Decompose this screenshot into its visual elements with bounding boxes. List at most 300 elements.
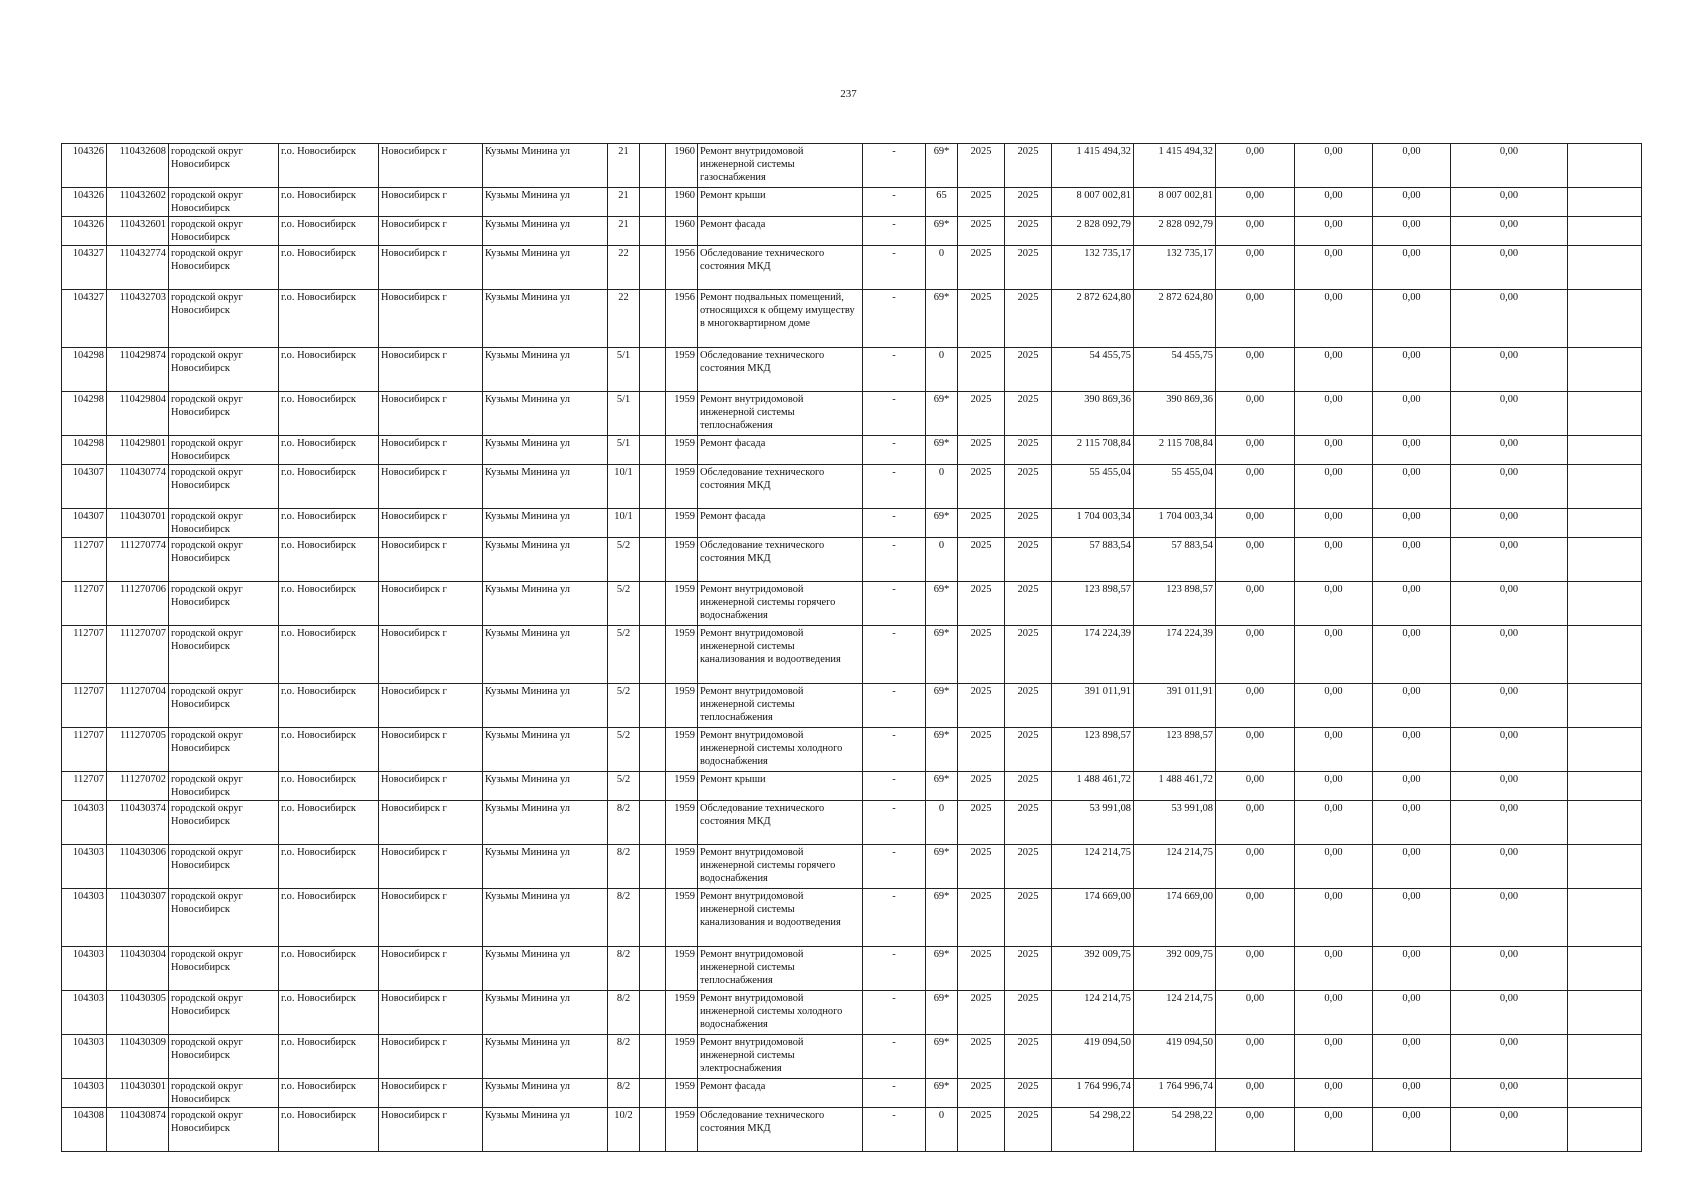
cell-cost-total: 57 883,54 bbox=[1052, 538, 1134, 582]
cell-district: городской округ Новосибирск bbox=[169, 246, 279, 290]
cell-work-code: 111270706 bbox=[107, 582, 169, 626]
cell-street: Кузьмы Минина ул bbox=[483, 144, 608, 188]
cell-empty bbox=[640, 246, 666, 290]
cell-empty bbox=[640, 947, 666, 991]
cell-build-year: 1959 bbox=[666, 1035, 698, 1079]
cell-cost-fund: 2 115 708,84 bbox=[1134, 436, 1216, 465]
cell-value-2: 0,00 bbox=[1295, 144, 1373, 188]
cell-municipality: г.о. Новосибирск bbox=[279, 1108, 379, 1152]
cell-work-code: 111270774 bbox=[107, 538, 169, 582]
cell-cost-total: 391 011,91 bbox=[1052, 684, 1134, 728]
cell-value-1: 0,00 bbox=[1216, 801, 1295, 845]
cell-locality: Новосибирск г bbox=[379, 991, 483, 1035]
cell-value-3: 0,00 bbox=[1373, 582, 1451, 626]
cell-house-number: 5/2 bbox=[608, 538, 640, 582]
cell-house-id: 104326 bbox=[62, 188, 107, 217]
cell-house-number: 8/2 bbox=[608, 1079, 640, 1108]
cell-norm: 0 bbox=[926, 246, 958, 290]
cell-value-1: 0,00 bbox=[1216, 626, 1295, 684]
cell-work-type: Ремонт внутридомовой инженерной системы газоснабжения bbox=[698, 144, 863, 188]
cell-cost-total: 124 214,75 bbox=[1052, 991, 1134, 1035]
cell-work-code: 110429801 bbox=[107, 436, 169, 465]
cell-value-1: 0,00 bbox=[1216, 188, 1295, 217]
cell-year-start: 2025 bbox=[958, 246, 1005, 290]
cell-norm: 69* bbox=[926, 392, 958, 436]
cell-value-4: 0,00 bbox=[1451, 348, 1568, 392]
cell-street: Кузьмы Минина ул bbox=[483, 772, 608, 801]
cell-blank bbox=[1568, 246, 1642, 290]
cell-value-3: 0,00 bbox=[1373, 684, 1451, 728]
cell-work-type: Ремонт внутридомовой инженерной системы холодного водоснабжения bbox=[698, 991, 863, 1035]
cell-cost-fund: 8 007 002,81 bbox=[1134, 188, 1216, 217]
cell-municipality: г.о. Новосибирск bbox=[279, 684, 379, 728]
table-row bbox=[62, 392, 1642, 436]
cell-work-type: Ремонт подвальных помещений, относящихся к общему имуществу в многоквартирном доме bbox=[698, 290, 863, 348]
table-row bbox=[62, 582, 1642, 626]
cell-work-type: Ремонт фасада bbox=[698, 1079, 863, 1108]
cell-dash: - bbox=[863, 772, 926, 801]
cell-dash: - bbox=[863, 436, 926, 465]
cell-district: городской округ Новосибирск bbox=[169, 217, 279, 246]
cell-build-year: 1959 bbox=[666, 392, 698, 436]
cell-district: городской округ Новосибирск bbox=[169, 772, 279, 801]
cell-empty bbox=[640, 889, 666, 947]
cell-cost-total: 2 115 708,84 bbox=[1052, 436, 1134, 465]
cell-street: Кузьмы Минина ул bbox=[483, 348, 608, 392]
cell-house-id: 112707 bbox=[62, 582, 107, 626]
cell-value-4: 0,00 bbox=[1451, 392, 1568, 436]
cell-municipality: г.о. Новосибирск bbox=[279, 538, 379, 582]
cell-empty bbox=[640, 144, 666, 188]
cell-value-1: 0,00 bbox=[1216, 991, 1295, 1035]
cell-blank bbox=[1568, 801, 1642, 845]
cell-cost-fund: 123 898,57 bbox=[1134, 582, 1216, 626]
cell-norm: 69* bbox=[926, 509, 958, 538]
cell-cost-fund: 390 869,36 bbox=[1134, 392, 1216, 436]
cell-value-1: 0,00 bbox=[1216, 144, 1295, 188]
cell-year-end: 2025 bbox=[1005, 684, 1052, 728]
cell-year-start: 2025 bbox=[958, 991, 1005, 1035]
cell-house-number: 8/2 bbox=[608, 801, 640, 845]
cell-house-number: 8/2 bbox=[608, 991, 640, 1035]
cell-work-type: Ремонт внутридомовой инженерной системы горячего водоснабжения bbox=[698, 582, 863, 626]
cell-value-2: 0,00 bbox=[1295, 348, 1373, 392]
cell-work-code: 110430774 bbox=[107, 465, 169, 509]
cell-norm: 69* bbox=[926, 772, 958, 801]
table-row bbox=[62, 991, 1642, 1035]
cell-district: городской округ Новосибирск bbox=[169, 1079, 279, 1108]
cell-street: Кузьмы Минина ул bbox=[483, 728, 608, 772]
cell-municipality: г.о. Новосибирск bbox=[279, 991, 379, 1035]
cell-dash: - bbox=[863, 684, 926, 728]
cell-year-end: 2025 bbox=[1005, 144, 1052, 188]
cell-work-type: Ремонт внутридомовой инженерной системы теплоснабжения bbox=[698, 684, 863, 728]
cell-municipality: г.о. Новосибирск bbox=[279, 465, 379, 509]
cell-value-2: 0,00 bbox=[1295, 1079, 1373, 1108]
cell-year-start: 2025 bbox=[958, 947, 1005, 991]
cell-cost-fund: 1 415 494,32 bbox=[1134, 144, 1216, 188]
cell-dash: - bbox=[863, 947, 926, 991]
cell-district: городской округ Новосибирск bbox=[169, 728, 279, 772]
cell-build-year: 1959 bbox=[666, 465, 698, 509]
cell-cost-total: 54 298,22 bbox=[1052, 1108, 1134, 1152]
cell-build-year: 1959 bbox=[666, 947, 698, 991]
cell-build-year: 1959 bbox=[666, 1108, 698, 1152]
cell-district: городской округ Новосибирск bbox=[169, 188, 279, 217]
cell-house-id: 112707 bbox=[62, 684, 107, 728]
cell-value-2: 0,00 bbox=[1295, 801, 1373, 845]
cell-work-code: 110430306 bbox=[107, 845, 169, 889]
cell-locality: Новосибирск г bbox=[379, 1035, 483, 1079]
cell-value-2: 0,00 bbox=[1295, 889, 1373, 947]
cell-cost-fund: 2 828 092,79 bbox=[1134, 217, 1216, 246]
cell-value-2: 0,00 bbox=[1295, 728, 1373, 772]
cell-dash: - bbox=[863, 801, 926, 845]
cell-year-end: 2025 bbox=[1005, 392, 1052, 436]
cell-value-2: 0,00 bbox=[1295, 1108, 1373, 1152]
cell-work-type: Ремонт внутридомовой инженерной системы канализования и водоотведения bbox=[698, 626, 863, 684]
cell-work-code: 110429804 bbox=[107, 392, 169, 436]
cell-norm: 69* bbox=[926, 845, 958, 889]
cell-municipality: г.о. Новосибирск bbox=[279, 509, 379, 538]
cell-house-id: 104326 bbox=[62, 217, 107, 246]
cell-blank bbox=[1568, 290, 1642, 348]
cell-cost-fund: 2 872 624,80 bbox=[1134, 290, 1216, 348]
cell-district: городской округ Новосибирск bbox=[169, 290, 279, 348]
cell-work-code: 110430874 bbox=[107, 1108, 169, 1152]
cell-house-number: 5/2 bbox=[608, 684, 640, 728]
cell-empty bbox=[640, 1035, 666, 1079]
cell-value-2: 0,00 bbox=[1295, 290, 1373, 348]
cell-cost-fund: 54 455,75 bbox=[1134, 348, 1216, 392]
cell-district: городской округ Новосибирск bbox=[169, 889, 279, 947]
cell-locality: Новосибирск г bbox=[379, 509, 483, 538]
table-row bbox=[62, 684, 1642, 728]
cell-municipality: г.о. Новосибирск bbox=[279, 801, 379, 845]
cell-year-end: 2025 bbox=[1005, 947, 1052, 991]
cell-house-number: 5/1 bbox=[608, 436, 640, 465]
cell-cost-fund: 124 214,75 bbox=[1134, 845, 1216, 889]
cell-value-1: 0,00 bbox=[1216, 845, 1295, 889]
cell-norm: 69* bbox=[926, 889, 958, 947]
cell-street: Кузьмы Минина ул bbox=[483, 188, 608, 217]
cell-house-id: 104327 bbox=[62, 290, 107, 348]
cell-value-3: 0,00 bbox=[1373, 538, 1451, 582]
cell-build-year: 1960 bbox=[666, 144, 698, 188]
cell-locality: Новосибирск г bbox=[379, 144, 483, 188]
cell-work-code: 110430374 bbox=[107, 801, 169, 845]
cell-work-type: Ремонт внутридомовой инженерной системы теплоснабжения bbox=[698, 392, 863, 436]
cell-year-start: 2025 bbox=[958, 728, 1005, 772]
cell-district: городской округ Новосибирск bbox=[169, 626, 279, 684]
cell-value-3: 0,00 bbox=[1373, 1079, 1451, 1108]
cell-value-2: 0,00 bbox=[1295, 582, 1373, 626]
cell-cost-fund: 1 704 003,34 bbox=[1134, 509, 1216, 538]
cell-value-4: 0,00 bbox=[1451, 246, 1568, 290]
cell-work-code: 110430307 bbox=[107, 889, 169, 947]
cell-cost-total: 124 214,75 bbox=[1052, 845, 1134, 889]
cell-value-2: 0,00 bbox=[1295, 188, 1373, 217]
cell-dash: - bbox=[863, 728, 926, 772]
cell-build-year: 1959 bbox=[666, 889, 698, 947]
cell-empty bbox=[640, 509, 666, 538]
cell-house-number: 5/2 bbox=[608, 626, 640, 684]
cell-cost-total: 2 828 092,79 bbox=[1052, 217, 1134, 246]
cell-house-number: 5/2 bbox=[608, 772, 640, 801]
cell-value-1: 0,00 bbox=[1216, 947, 1295, 991]
cell-work-type: Ремонт внутридомовой инженерной системы горячего водоснабжения bbox=[698, 845, 863, 889]
cell-value-4: 0,00 bbox=[1451, 188, 1568, 217]
cell-value-3: 0,00 bbox=[1373, 947, 1451, 991]
cell-value-1: 0,00 bbox=[1216, 1035, 1295, 1079]
table-row bbox=[62, 626, 1642, 684]
cell-norm: 65 bbox=[926, 188, 958, 217]
cell-year-start: 2025 bbox=[958, 465, 1005, 509]
cell-house-number: 5/1 bbox=[608, 392, 640, 436]
cell-year-end: 2025 bbox=[1005, 801, 1052, 845]
cell-norm: 69* bbox=[926, 217, 958, 246]
cell-blank bbox=[1568, 436, 1642, 465]
cell-value-3: 0,00 bbox=[1373, 348, 1451, 392]
cell-year-end: 2025 bbox=[1005, 845, 1052, 889]
cell-value-4: 0,00 bbox=[1451, 728, 1568, 772]
cell-norm: 0 bbox=[926, 538, 958, 582]
cell-value-1: 0,00 bbox=[1216, 348, 1295, 392]
cell-dash: - bbox=[863, 889, 926, 947]
cell-dash: - bbox=[863, 217, 926, 246]
cell-year-start: 2025 bbox=[958, 772, 1005, 801]
cell-value-4: 0,00 bbox=[1451, 1079, 1568, 1108]
cell-work-type: Ремонт фасада bbox=[698, 217, 863, 246]
cell-empty bbox=[640, 1079, 666, 1108]
cell-work-code: 110432774 bbox=[107, 246, 169, 290]
cell-value-4: 0,00 bbox=[1451, 436, 1568, 465]
cell-house-number: 8/2 bbox=[608, 845, 640, 889]
cell-house-id: 112707 bbox=[62, 626, 107, 684]
cell-street: Кузьмы Минина ул bbox=[483, 290, 608, 348]
cell-house-number: 5/1 bbox=[608, 348, 640, 392]
cell-value-4: 0,00 bbox=[1451, 217, 1568, 246]
cell-value-4: 0,00 bbox=[1451, 290, 1568, 348]
cell-house-id: 104303 bbox=[62, 1079, 107, 1108]
cell-value-2: 0,00 bbox=[1295, 509, 1373, 538]
cell-value-1: 0,00 bbox=[1216, 246, 1295, 290]
cell-value-4: 0,00 bbox=[1451, 991, 1568, 1035]
cell-house-id: 104303 bbox=[62, 1035, 107, 1079]
cell-build-year: 1959 bbox=[666, 436, 698, 465]
cell-municipality: г.о. Новосибирск bbox=[279, 1035, 379, 1079]
cell-year-end: 2025 bbox=[1005, 582, 1052, 626]
cell-value-4: 0,00 bbox=[1451, 947, 1568, 991]
cell-cost-total: 1 488 461,72 bbox=[1052, 772, 1134, 801]
cell-district: городской округ Новосибирск bbox=[169, 582, 279, 626]
cell-cost-fund: 1 764 996,74 bbox=[1134, 1079, 1216, 1108]
cell-work-code: 110432602 bbox=[107, 188, 169, 217]
cell-year-start: 2025 bbox=[958, 582, 1005, 626]
cell-street: Кузьмы Минина ул bbox=[483, 889, 608, 947]
cell-work-code: 110430301 bbox=[107, 1079, 169, 1108]
cell-district: городской округ Новосибирск bbox=[169, 1035, 279, 1079]
cell-build-year: 1959 bbox=[666, 801, 698, 845]
cell-municipality: г.о. Новосибирск bbox=[279, 947, 379, 991]
cell-empty bbox=[640, 392, 666, 436]
cell-blank bbox=[1568, 991, 1642, 1035]
cell-value-2: 0,00 bbox=[1295, 217, 1373, 246]
table-row bbox=[62, 1108, 1642, 1152]
cell-norm: 69* bbox=[926, 144, 958, 188]
cell-street: Кузьмы Минина ул bbox=[483, 217, 608, 246]
cell-house-id: 104307 bbox=[62, 509, 107, 538]
cell-value-1: 0,00 bbox=[1216, 465, 1295, 509]
cell-build-year: 1956 bbox=[666, 290, 698, 348]
cell-locality: Новосибирск г bbox=[379, 947, 483, 991]
cell-build-year: 1960 bbox=[666, 188, 698, 217]
cell-cost-total: 123 898,57 bbox=[1052, 728, 1134, 772]
cell-street: Кузьмы Минина ул bbox=[483, 684, 608, 728]
cell-locality: Новосибирск г bbox=[379, 582, 483, 626]
cell-year-start: 2025 bbox=[958, 1108, 1005, 1152]
cell-year-end: 2025 bbox=[1005, 246, 1052, 290]
cell-work-type: Обследование технического состояния МКД bbox=[698, 465, 863, 509]
cell-empty bbox=[640, 801, 666, 845]
cell-house-number: 5/2 bbox=[608, 582, 640, 626]
table-row bbox=[62, 1079, 1642, 1108]
cell-year-end: 2025 bbox=[1005, 1079, 1052, 1108]
table-row bbox=[62, 348, 1642, 392]
cell-work-code: 110430701 bbox=[107, 509, 169, 538]
table-row bbox=[62, 845, 1642, 889]
cell-build-year: 1959 bbox=[666, 582, 698, 626]
cell-blank bbox=[1568, 188, 1642, 217]
cell-dash: - bbox=[863, 1079, 926, 1108]
cell-street: Кузьмы Минина ул bbox=[483, 947, 608, 991]
cell-municipality: г.о. Новосибирск bbox=[279, 217, 379, 246]
cell-cost-fund: 1 488 461,72 bbox=[1134, 772, 1216, 801]
cell-work-type: Ремонт внутридомовой инженерной системы канализования и водоотведения bbox=[698, 889, 863, 947]
cell-value-4: 0,00 bbox=[1451, 889, 1568, 947]
cell-blank bbox=[1568, 1035, 1642, 1079]
cell-value-2: 0,00 bbox=[1295, 436, 1373, 465]
cell-value-4: 0,00 bbox=[1451, 801, 1568, 845]
cell-value-3: 0,00 bbox=[1373, 290, 1451, 348]
cell-dash: - bbox=[863, 538, 926, 582]
cell-year-start: 2025 bbox=[958, 538, 1005, 582]
cell-locality: Новосибирск г bbox=[379, 392, 483, 436]
cell-value-4: 0,00 bbox=[1451, 1035, 1568, 1079]
cell-year-end: 2025 bbox=[1005, 465, 1052, 509]
cell-norm: 0 bbox=[926, 801, 958, 845]
cell-street: Кузьмы Минина ул bbox=[483, 991, 608, 1035]
cell-norm: 69* bbox=[926, 1079, 958, 1108]
cell-locality: Новосибирск г bbox=[379, 465, 483, 509]
cell-value-3: 0,00 bbox=[1373, 392, 1451, 436]
table-body bbox=[62, 144, 1642, 1152]
cell-build-year: 1956 bbox=[666, 246, 698, 290]
cell-street: Кузьмы Минина ул bbox=[483, 392, 608, 436]
cell-value-4: 0,00 bbox=[1451, 144, 1568, 188]
cell-value-1: 0,00 bbox=[1216, 217, 1295, 246]
cell-district: городской округ Новосибирск bbox=[169, 684, 279, 728]
cell-cost-fund: 391 011,91 bbox=[1134, 684, 1216, 728]
cell-year-end: 2025 bbox=[1005, 1108, 1052, 1152]
cell-cost-total: 53 991,08 bbox=[1052, 801, 1134, 845]
cell-district: городской округ Новосибирск bbox=[169, 348, 279, 392]
cell-cost-total: 2 872 624,80 bbox=[1052, 290, 1134, 348]
cell-year-start: 2025 bbox=[958, 348, 1005, 392]
cell-build-year: 1959 bbox=[666, 991, 698, 1035]
cell-value-2: 0,00 bbox=[1295, 1035, 1373, 1079]
cell-dash: - bbox=[863, 509, 926, 538]
cell-blank bbox=[1568, 772, 1642, 801]
cell-cost-total: 1 704 003,34 bbox=[1052, 509, 1134, 538]
cell-work-type: Обследование технического состояния МКД bbox=[698, 538, 863, 582]
cell-build-year: 1959 bbox=[666, 845, 698, 889]
cell-year-start: 2025 bbox=[958, 392, 1005, 436]
cell-year-start: 2025 bbox=[958, 1079, 1005, 1108]
cell-empty bbox=[640, 772, 666, 801]
cell-work-code: 110429874 bbox=[107, 348, 169, 392]
table-row bbox=[62, 1035, 1642, 1079]
cell-value-4: 0,00 bbox=[1451, 509, 1568, 538]
cell-value-3: 0,00 bbox=[1373, 509, 1451, 538]
cell-empty bbox=[640, 845, 666, 889]
cell-build-year: 1959 bbox=[666, 728, 698, 772]
cell-house-number: 10/1 bbox=[608, 509, 640, 538]
table-row bbox=[62, 144, 1642, 188]
cell-municipality: г.о. Новосибирск bbox=[279, 845, 379, 889]
cell-year-start: 2025 bbox=[958, 217, 1005, 246]
cell-blank bbox=[1568, 684, 1642, 728]
cell-value-2: 0,00 bbox=[1295, 845, 1373, 889]
cell-municipality: г.о. Новосибирск bbox=[279, 348, 379, 392]
cell-dash: - bbox=[863, 845, 926, 889]
cell-norm: 69* bbox=[926, 1035, 958, 1079]
cell-cost-fund: 174 224,39 bbox=[1134, 626, 1216, 684]
cell-empty bbox=[640, 626, 666, 684]
cell-empty bbox=[640, 348, 666, 392]
cell-year-end: 2025 bbox=[1005, 728, 1052, 772]
cell-year-end: 2025 bbox=[1005, 538, 1052, 582]
cell-municipality: г.о. Новосибирск bbox=[279, 290, 379, 348]
cell-dash: - bbox=[863, 144, 926, 188]
cell-house-id: 104298 bbox=[62, 348, 107, 392]
cell-work-type: Ремонт крыши bbox=[698, 188, 863, 217]
cell-value-3: 0,00 bbox=[1373, 465, 1451, 509]
cell-year-end: 2025 bbox=[1005, 509, 1052, 538]
cell-dash: - bbox=[863, 188, 926, 217]
cell-work-code: 110432703 bbox=[107, 290, 169, 348]
cell-empty bbox=[640, 217, 666, 246]
cell-year-start: 2025 bbox=[958, 801, 1005, 845]
cell-house-number: 5/2 bbox=[608, 728, 640, 772]
cell-build-year: 1959 bbox=[666, 1079, 698, 1108]
cell-value-4: 0,00 bbox=[1451, 465, 1568, 509]
cell-value-1: 0,00 bbox=[1216, 392, 1295, 436]
cell-dash: - bbox=[863, 582, 926, 626]
cell-blank bbox=[1568, 348, 1642, 392]
cell-value-2: 0,00 bbox=[1295, 392, 1373, 436]
cell-work-type: Обследование технического состояния МКД bbox=[698, 1108, 863, 1152]
cell-value-1: 0,00 bbox=[1216, 1079, 1295, 1108]
cell-district: городской округ Новосибирск bbox=[169, 947, 279, 991]
table-row bbox=[62, 538, 1642, 582]
cell-work-type: Ремонт крыши bbox=[698, 772, 863, 801]
cell-cost-fund: 124 214,75 bbox=[1134, 991, 1216, 1035]
cell-district: городской округ Новосибирск bbox=[169, 465, 279, 509]
cell-value-3: 0,00 bbox=[1373, 1108, 1451, 1152]
cell-work-type: Обследование технического состояния МКД bbox=[698, 246, 863, 290]
cell-blank bbox=[1568, 465, 1642, 509]
